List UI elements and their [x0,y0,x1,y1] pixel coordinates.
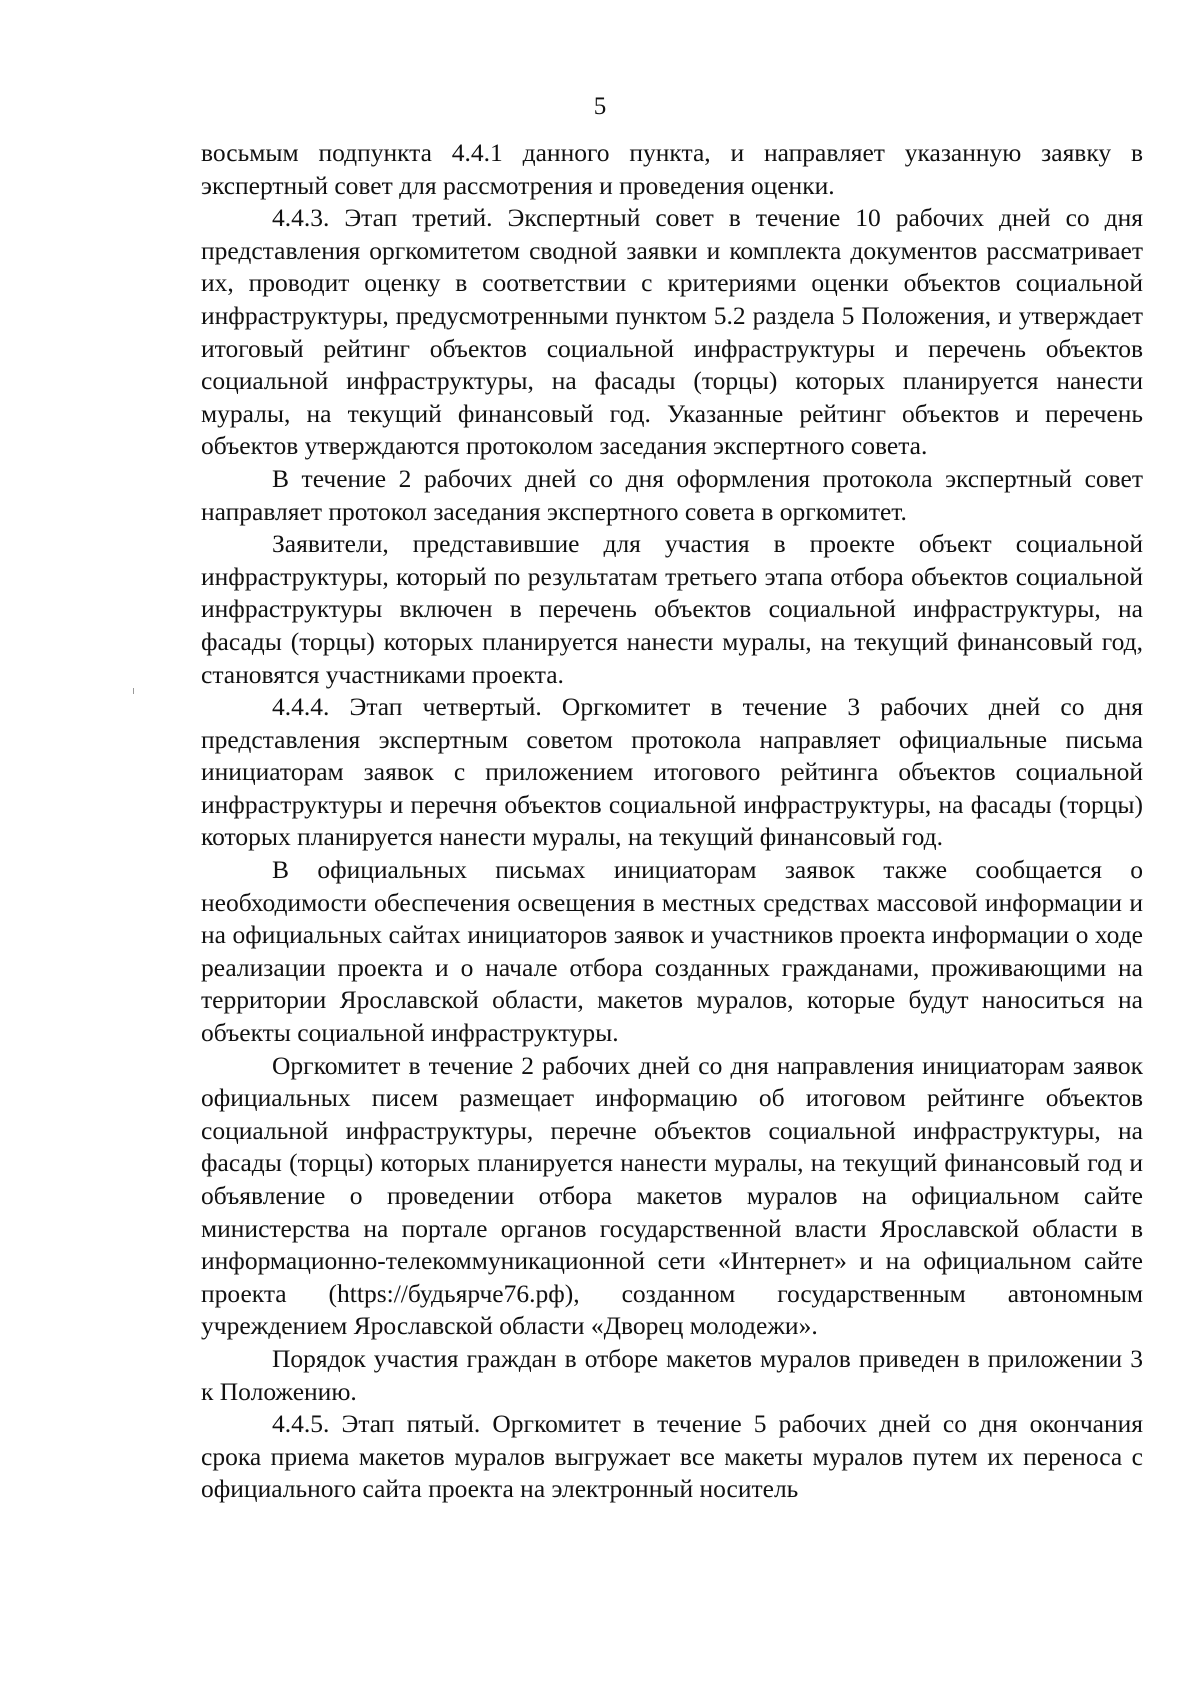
scan-mark [133,688,134,694]
paragraph-stage-four: 4.4.4. Этап четвертый. Оргкомитет в течение 3 рабочих дней со дня представления экспертным советом протокола направляет официальные письма инициаторам заявок с приложением итогового рейтинга объектов социальной инфраструктуры и перечня объектов социальной инфраструктуры, на фасады (торцы) которых планируется нанести муралы, на текущий финансовый год. [201,692,1143,852]
document-body [201,137,1143,1506]
paragraph-publication: Оргкомитет в течение 2 рабочих дней со дня направления инициаторам заявок официальных писем размещает информацию об итоговом рейтинге объектов социальной инфраструктуры, перечне объектов социальной инфраструктуры, на фасады (торцы) которых планируется нанести муралы, на текущий финансовый год и объявление о проведении отбора макетов муралов на официальном сайте министерства на портале органов государственной власти Ярославской области в информационно-телекоммуникационной сети «Интернет» и на официальном сайте проекта (https://будьярче76.рф), созданном государственным автономным учреждением Ярославской области «Дворец молодежи». [201,1050,1143,1341]
paragraph-stage-five: 4.4.5. Этап пятый. Оргкомитет в течение 5 рабочих дней со дня окончания срока приема макетов муралов выгружает все макеты муралов путем их переноса с официального сайта проекта на электронный носитель [201,1409,1143,1504]
paragraph-participation-order: Порядок участия граждан в отборе макетов муралов приведен в приложении 3 к Положению. [201,1343,1143,1406]
paragraph-official-letters: В официальных письмах инициаторам заявок также сообщается о необходимости обеспечения освещения в местных средствах массовой информации и на официальных сайтах инициаторов заявок и участников проекта информации о ходе реализации проекта и о начале отбора созданных гражданами, проживающими на территории Ярославской области, макетов муралов, которые будут наноситься на объекты социальной инфраструктуры. [201,855,1143,1048]
paragraph-continuation: восьмым подпункта 4.4.1 данного пункта, и направляет указанную заявку в экспертный совет для рассмотрения и проведения оценки. [201,138,1143,200]
paragraph-protocol-transfer: В течение 2 рабочих дней со дня оформления протокола экспертный совет направляет протокол заседания экспертного совета в оргкомитет. [201,463,1143,526]
page-number: 5 [593,93,607,120]
paragraph-stage-three: 4.4.3. Этап третий. Экспертный совет в течение 10 рабочих дней со дня представления оргкомитетом сводной заявки и комплекта документов рассматривает их, проводит оценку в соответствии с критериями оценки объектов социальной инфраструктуры, предусмотренными пунктом 5.2 раздела 5 Положения, и утверждает итоговый рейтинг объектов социальной инфраструктуры и перечень объектов социальной инфраструктуры, на фасады (торцы) которых планируется нанести муралы, на текущий финансовый год. Указанные рейтинг объектов и перечень объектов утверждаются протоколом заседания экспертного совета. [201,203,1143,461]
paragraph-applicants: Заявители, представившие для участия в проекте объект социальной инфраструктуры, который по результатам третьего этапа отбора объектов социальной инфраструктуры включен в перечень объектов социальной инфраструктуры, на фасады (торцы) которых планируется нанести муралы, на текущий финансовый год, становятся участниками проекта. [201,529,1143,689]
